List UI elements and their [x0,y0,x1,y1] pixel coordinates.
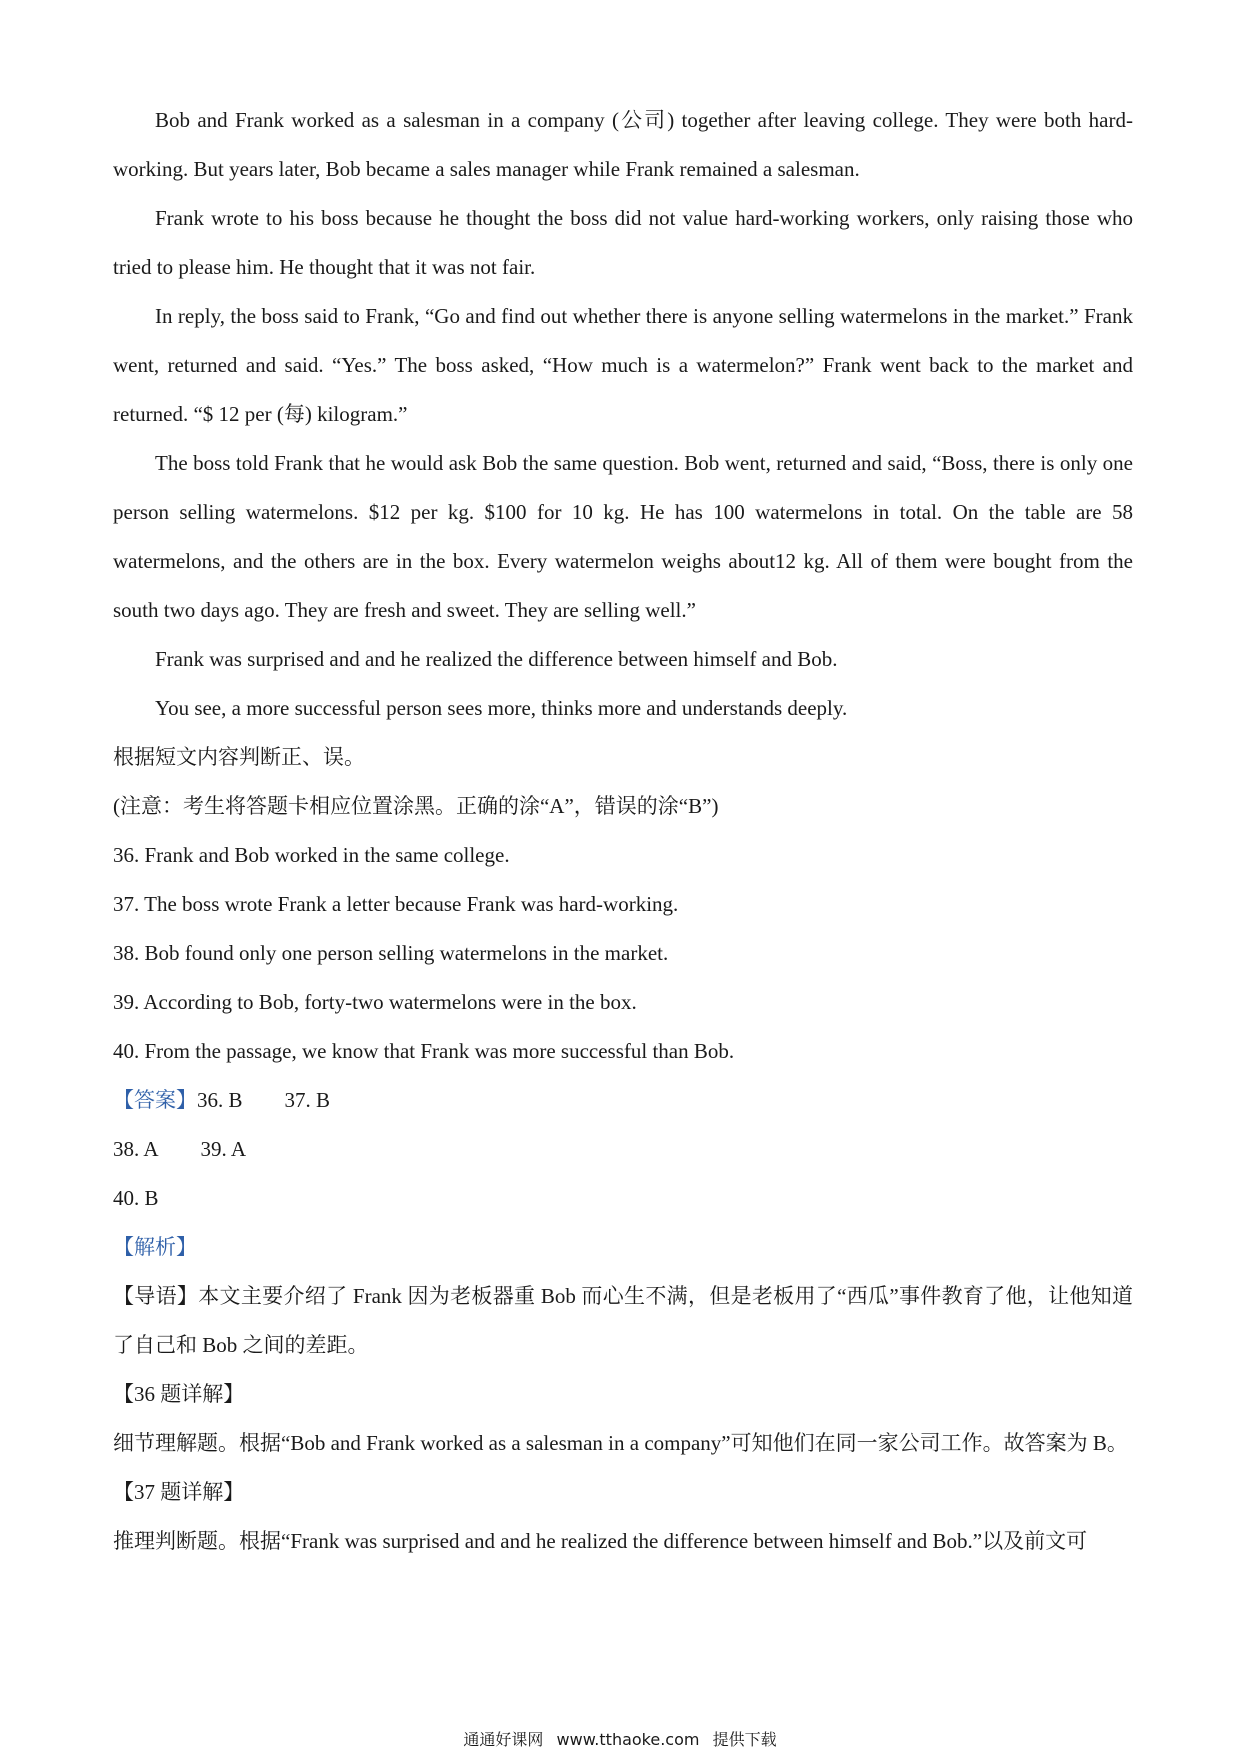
question-40: 40. From the passage, we know that Frank was more successful than Bob. [113,1039,735,1063]
answer-37: 37. B [284,1088,331,1112]
question-39: 39. According to Bob, forty-two watermelons were in the box. [113,990,637,1014]
instruction-text: 根据短文内容判断正、误。 [113,745,365,769]
page-footer [0,1727,1240,1750]
passage-paragraph-5: Frank was surprised and and he realized the difference between himself and Bob. [155,647,838,671]
detail-36-text: 细节理解题。根据“Bob and Frank worked as a salesman in a company”可知他们在同一家公司工作。故答案为 B。 [113,1431,1128,1455]
passage-paragraph-1: Bob and Frank worked as a salesman in a company (公司) together after leaving college. They were both hard-working. But years later, Bob became a sales manager while Frank remained a salesman. [113,108,1133,181]
answer-row-1 [113,1076,1133,1125]
question-38: 38. Bob found only one person selling watermelons in the market. [113,941,669,965]
answer-row-2 [113,1125,1133,1174]
answer-36: 36. B [197,1088,243,1112]
footer-url: www.tthaoke.com [556,1730,700,1749]
detail-37-text: 推理判断题。根据“Frank was surprised and and he realized the difference between himself and Bob.”以及前文可 [113,1529,1088,1553]
answer-40: 40. B [113,1186,159,1210]
answer-label: 【答案】 [113,1088,197,1112]
footer-tagline: 提供下载 [712,1730,777,1749]
instruction-note: (注意：考生将答题卡相应位置涂黑。正确的涂“A”，错误的涂“B”) [113,794,719,818]
passage-paragraph-4: The boss told Frank that he would ask Bob the same question. Bob went, returned and said, “Boss, there is only one person selling watermelons. $12 per kg. $100 for 10 kg. He has 100 watermelons in total. On the table are 58 watermelons, and the others are in the box. Every watermelon weighs about12 kg. All of them were bought from the south two days ago. They are fresh and sweet. They are selling well.” [113,451,1133,622]
guide-label: 【导语】 [113,1284,199,1308]
analysis-label: 【解析】 [113,1235,197,1259]
detail-36-label: 【36 题详解】 [113,1382,245,1406]
passage-paragraph-3: In reply, the boss said to Frank, “Go and find out whether there is anyone selling watermelons in the market.” Frank went, returned and said. “Yes.” The boss asked, “How much is a watermelon?” Frank went back to the market and returned. “$ 12 per (每) kilogram.” [113,304,1133,426]
question-37: 37. The boss wrote Frank a letter because Frank was hard-working. [113,892,679,916]
detail-37-label: 【37 题详解】 [113,1480,245,1504]
page-content [113,96,1133,1566]
footer-site-name: 通通好课网 [463,1730,544,1749]
answer-row-3 [113,1174,1133,1223]
question-36: 36. Frank and Bob worked in the same college. [113,843,510,867]
guide-paragraph [113,1272,1133,1370]
guide-text: 本文主要介绍了 Frank 因为老板器重 Bob 而心生不满，但是老板用了“西瓜”事件教育了他，让他知道了自己和 Bob 之间的差距。 [113,1284,1134,1357]
answer-38: 38. A [113,1137,159,1161]
passage-paragraph-6: You see, a more successful person sees more, thinks more and understands deeply. [155,696,848,720]
answer-39: 39. A [200,1137,247,1161]
passage-paragraph-2: Frank wrote to his boss because he thought the boss did not value hard-working workers, only raising those who tried to please him. He thought that it was not fair. [113,206,1133,279]
